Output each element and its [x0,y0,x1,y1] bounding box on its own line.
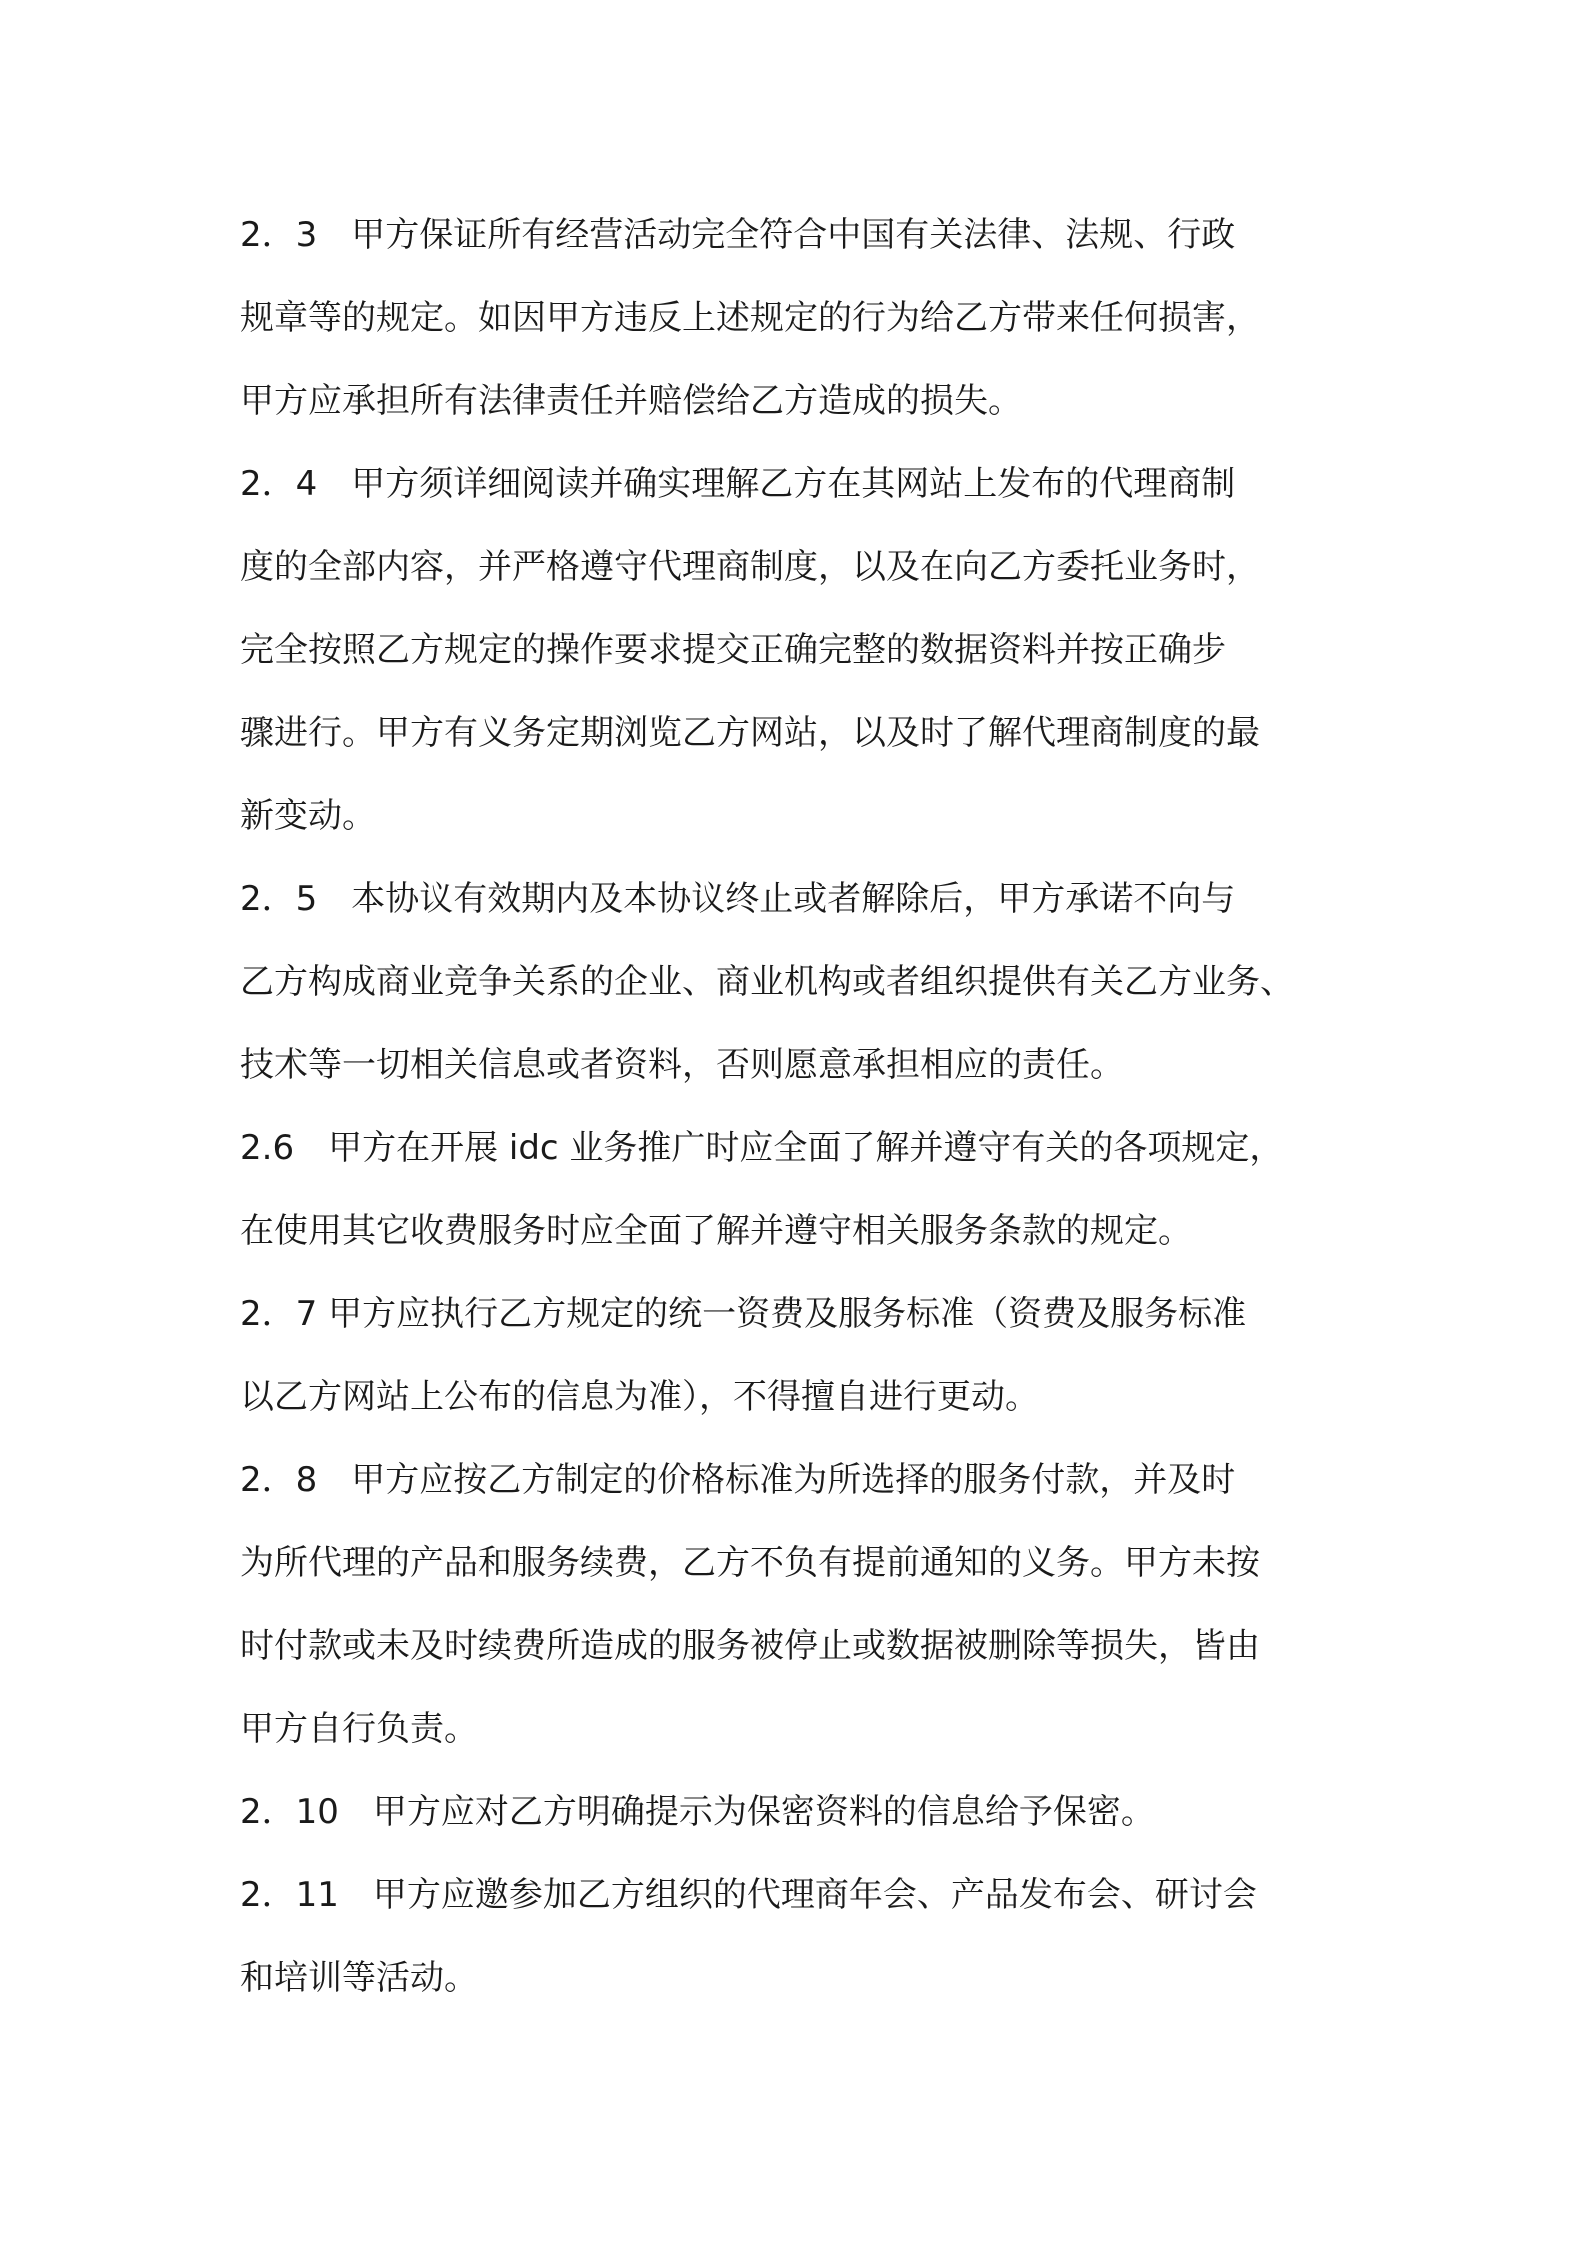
text-line: 乙方构成商业竞争关系的企业、商业机构或者组织提供有关乙方业务、 [240,962,1294,1002]
text-line: 规章等的规定。如因甲方违反上述规定的行为给乙方带来任何损害， [240,298,1260,338]
text-line: 时付款或未及时续费所造成的服务被停止或数据被删除等损失，皆由 [240,1626,1260,1666]
text-line: 2．5 本协议有效期内及本协议终止或者解除后，甲方承诺不向与 [240,879,1236,919]
text-line: 技术等一切相关信息或者资料，否则愿意承担相应的责任。 [240,1045,1124,1085]
text-line: 2．7 甲方应执行乙方规定的统一资费及服务标准（资费及服务标准 [240,1294,1247,1334]
text-line: 在使用其它收费服务时应全面了解并遵守相关服务条款的规定。 [240,1211,1192,1251]
text-line: 为所代理的产品和服务续费，乙方不负有提前通知的义务。甲方未按 [240,1543,1260,1583]
text-line: 2．10 甲方应对乙方明确提示为保密资料的信息给予保密。 [240,1792,1155,1832]
text-line: 甲方自行负责。 [240,1709,478,1749]
text-line: 2．3 甲方保证所有经营活动完全符合中国有关法律、法规、行政 [240,215,1236,255]
text-line: 新变动。 [240,796,376,836]
text-line: 完全按照乙方规定的操作要求提交正确完整的数据资料并按正确步 [240,630,1226,670]
document-body [240,194,1390,2020]
text-line: 2．11 甲方应邀参加乙方组织的代理商年会、产品发布会、研讨会 [240,1875,1257,1915]
text-line: 和培训等活动。 [240,1958,478,1998]
text-line: 以乙方网站上公布的信息为准），不得擅自进行更动。 [240,1377,1039,1417]
text-line: 甲方应承担所有法律责任并赔偿给乙方造成的损失。 [240,381,1022,421]
text-line: 骤进行。甲方有义务定期浏览乙方网站，以及时了解代理商制度的最 [240,713,1260,753]
text-line: 2.6 甲方在开展 idc 业务推广时应全面了解并遵守有关的各项规定， [240,1128,1284,1168]
text-line: 2．4 甲方须详细阅读并确实理解乙方在其网站上发布的代理商制 [240,464,1236,504]
text-line: 度的全部内容，并严格遵守代理商制度，以及在向乙方委托业务时， [240,547,1260,587]
text-line: 2．8 甲方应按乙方制定的价格标准为所选择的服务付款，并及时 [240,1460,1236,1500]
